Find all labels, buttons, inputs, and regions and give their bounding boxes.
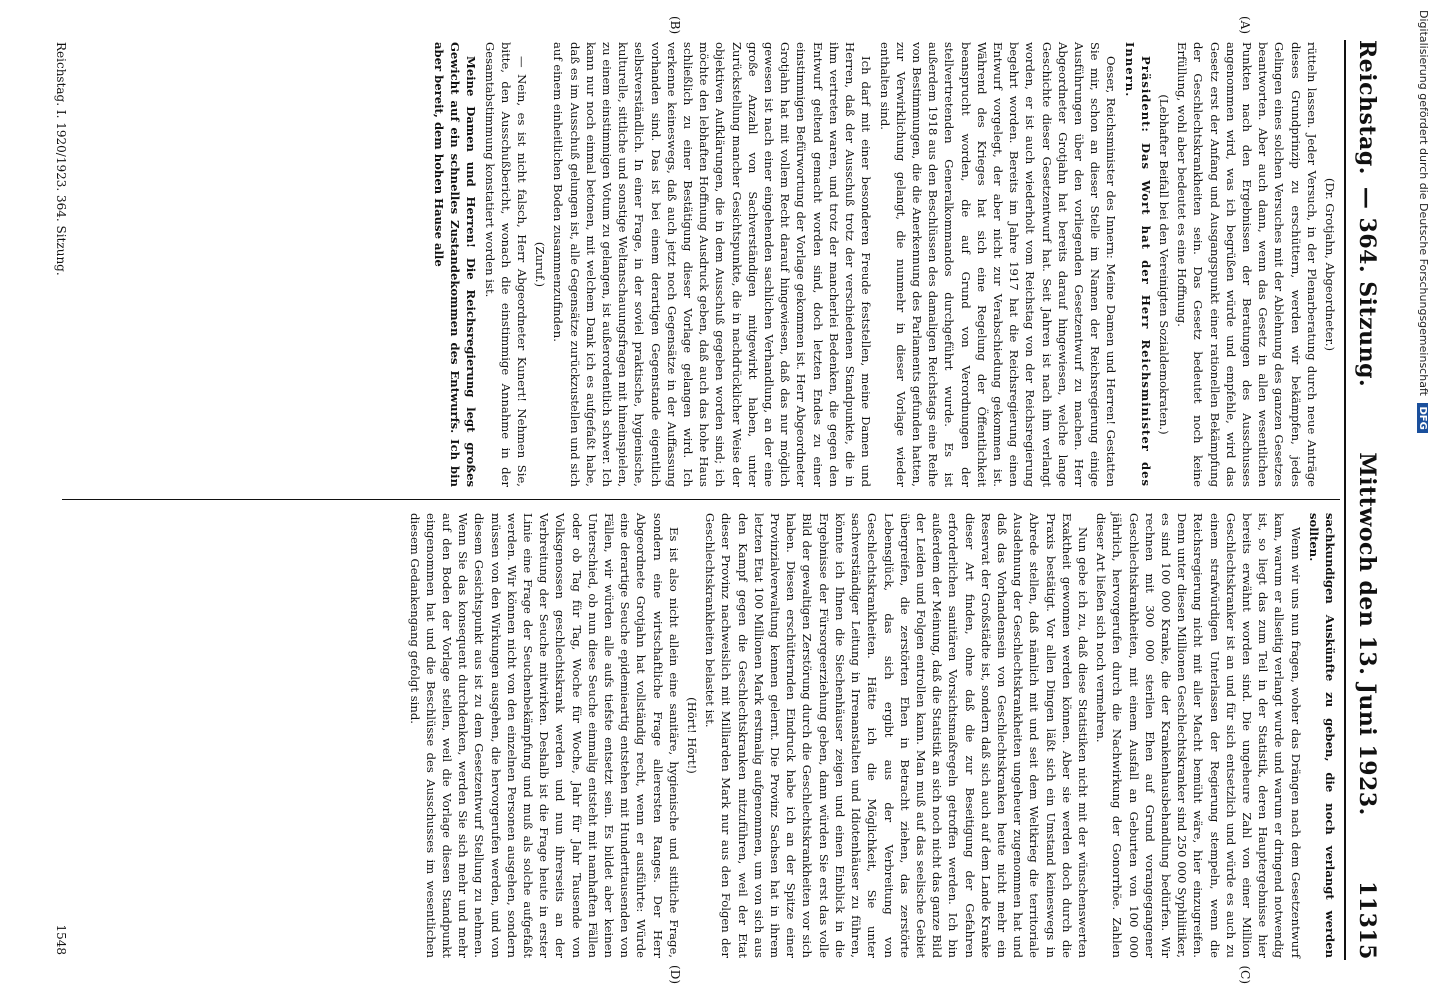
header-date: Mittwoch den 13. Juni 1923. <box>1354 452 1380 816</box>
digitization-credit <box>1410 10 1432 710</box>
header-rule <box>1344 40 1346 960</box>
interjection-note: (Hört! Hört!) <box>685 697 700 774</box>
margin-mark-c: (C) <box>1238 965 1252 984</box>
interjection-note: (Zuruf.) <box>533 241 548 288</box>
margin-mark-a: (A) <box>1238 16 1252 35</box>
page-header <box>1350 40 1384 960</box>
paragraph: rütteln lassen. Jeder Versuch, in der Plenarberatung durch neue Anträge dieses Grundprinzip zu erschüttern, werden wir bekämpfen, jedes Gelingen eines solchen Versuches mit der Ablehnung des ganzen Gesetzes beantworten. Aber auch dann, wenn das Gesetz in allen wesentlichen Punkten nach den Ergebnissen der Beratungen des Ausschusses angenommen wird, was ich begrüßen würde und empfehle, wird das Gesetz erst der Anfang und Ausgangspunkt einer rationellen Bekämpfung der Geschlechtskrankheiten sein. Das Gesetz bedeutet noch keine Erfüllung, wohl aber bedeutet es eine Hoffnung. <box>1175 42 1319 487</box>
paragraph: Wenn wir uns nun fragen, woher das Drängen nach dem Gesetzentwurf kam, warum er allseitig verlangt wurde und warum er dringend notwendig ist, so liegt das zum Teil in der Statistik, deren Hauptergebnisse hier bereits erwähnt worden sind. Die ungeheure Zahl von einer Million Geschlechtskranker ist an und für sich entsetzlich und würde es auch zu einem strafwürdigen Unterlassen der Regierung stempeln, wenn die Reichsregierung nicht mit aller Macht bemüht wäre, hier einzugreifen. Denn unter diesen Millionen Geschlechtskranker sind 250 000 Syphilitiker, es sind 100 000 Kranke, die der Krankenhausbehandlung bedürfen. Wir rechnen mit 300 000 sterilen Ehen auf Grund vorangegangener Geschlechtskrankheiten, mit einem Ausfall an Geburten von 100 000 jährlich, hervorgerufen durch die Nachwirkung der Gonorrhöe. Zahlen dieser Art ließen sich noch vermehren. <box>1094 513 1303 958</box>
newspaper-page <box>32 10 1402 990</box>
paragraph: sachkundigen Auskünfte zu geben, die noch verlangt werden sollten. <box>1306 513 1337 958</box>
header-session: — 364. Sitzung. <box>1354 186 1380 388</box>
footer-number: 1548 <box>54 924 68 955</box>
paragraph: — Nein, es ist nicht falsch, Herr Abgeordneter Kunert! Nehmen Sie, bitte, den Ausschußbericht, wonach die einstimmige Annahme in der Gesamtabstimmung konstatiert worden ist. <box>482 42 530 487</box>
paragraph: Es ist also nicht allein eine sanitäre, hygienische und sittliche Frage, sondern eine wirtschaftliche Frage allerersten Ranges. Der Herr Abgeordnete Grotjahn hat vollständig recht, wenn er ausführte: Würde eine derartige Seuche epidemieartig entstehen mit Hunderttausenden von Fällen, wir würden alle aufs tiefste entsetzt sein. Es bildet aber keinen Unterschied, ob nun diese Seuche einmalig entsteht mit namhaften Fällen oder ob Tag für Tag, Woche für Woche, Jahr für Jahr Tausende von Volksgenossen geschlechtskrank werden und nun ihrerseits an der Verbreitung der Seuche mitwirken. Deshalb ist die Frage heute in erster Linie eine Frage der Seuchenbekämpfung und muß als solche aufgefaßt werden. Wir können nicht von den einzelnen Personen ausgehen, sondern müssen von den Wirkungen ausgehen, die hervorgerufen werden, und von diesem Gesichtspunkt aus ist zu dem Gesetzentwurf Stellung zu nehmen. Wenn Sie das konsequent durchdenken, werden Sie sich mehr und mehr auf den Boden der Vorlage stellen, weil die Vorlage diesen Standpunkt eingenommen hat und die Beschlüsse des Ausschusses im wesentlichen diesem Gedankengang gefolgt sind. <box>407 513 681 958</box>
paragraph: Meine Damen und Herren! Die Reichsregierung legt großes Gewicht auf ein schnelles Zustandekommen des Entwurfs. Ich bin aber bereit, dem hohen Hause alle <box>432 42 479 487</box>
left-column <box>429 42 1338 487</box>
header-page-number: 11315 <box>1354 880 1380 960</box>
paragraph: Nun gebe ich zu, daß diese Statistiken nicht mit der wünschenswerten Exaktheit gewonnen werden können. Aber sie werden doch durch die Praxis bestätigt. Vor allen Dingen läßt sich ein Umstand keineswegs in Abrede stellen, daß nämlich mit und seit dem Weltkrieg die territoriale Ausdehnung der Geschlechtskrankheiten ungeheuer zugenommen hat und daß das Vorhandensein von Geschlechtskranken heute nicht mehr ein Reservat der Großstädte ist, sondern daß sich auch auf dem Lande Kranke dieser Art finden, ohne daß die zur Beseitigung der Gefahren erforderlichen sanitären Vorsichtsmaßregeln getroffen werden. Ich bin außerdem der Meinung, daß die Statistik an sich noch nicht das ganze Bild der Leiden und Folgen entrollen kann. Man muß auf das seelische Gebiet übergreifen, die zerstörten Ehen in Betracht ziehen, das zerstörte Lebensglück, das sich ergibt aus der Verbreitung von Geschlechtskrankheiten. Hätte ich die Möglichkeit, Sie unter sachverständiger Leitung in Irrenanstalten und Idiotenhäuser zu führen, könnte ich Ihnen die Siechenhäuser zeigen und einen Einblick in die Ergebnisse der Fürsorgeerziehung geben, dann würden Sie erst das volle Bild der gewaltigen Zerstörung durch die Geschlechtskrankheiten vor sich haben. Diesen erschütternden Eindruck habe ich an der Spitze einer Provinzialverwaltung kennen gelernt. Die Provinz Sachsen hat in ihrem letzten Etat 100 Millionen Mark erstmalig aufgenommen, um von sich aus den Kampf gegen die Geschlechtskranken mitzuführen, weil der Etat dieser Provinz nachweislich mit Milliarden Mark nur aus den Folgen der Geschlechtskrankheiten belastet ist. <box>703 513 1090 958</box>
right-column <box>404 513 1338 958</box>
dfg-logo: DFG <box>1417 403 1428 432</box>
margin-mark-d: (D) <box>668 965 682 984</box>
paragraph: Ich darf mit einer besonderen Freude feststellen, meine Damen und Herren, daß der Ausschuß trotz der verschiedenen Standpunkte, die in ihm vertreten waren, und trotz der mancherlei Bedenken, die gegen den Entwurf geltend gemacht worden sind, doch letzten Endes zu einer einstimmigen Befürwortung der Vorlage gekommen ist. Herr Abgeordneter Grotjahn hat mit vollem Recht darauf hingewiesen, daß das nur möglich gewesen ist nach einer eingehenden sachlichen Verhandlung, an der eine große Anzahl von Sachverständigen mitgewirkt haben, unter Zurückstellung mancher Gesichtspunkte, die in nachdrücklicher Weise der objektiven Aufklärungen, die in dem Ausschuß gegeben worden sind; ich möchte den lebhaften Hoffnung Ausdruck geben, daß auch das hohe Haus schließlich zu einer Bestätigung dieser Vorlage gelangen wird. Ich verkenne keineswegs, daß auch jetzt noch Gegensätze in der Auffassung vorhanden sind. Das ist bei einem derartigen Gegenstande eigentlich selbstverständlich. In einer Frage, in der soviel praktische, hygienische, kulturelle, sittliche und sonstige Weltanschauungsfragen mit hineinspielen, zu einem einstimmigen Votum zu gelangen, ist außerordentlich schwer. Ich kann nur noch einmal betonen, mit welchem Dank ich es aufgefaßt habe, daß es im Ausschuß gelungen ist, alle Gegensätze zurückzustellen und sich auf einem einheitlichen Boden zusammenzufinden. <box>551 42 874 487</box>
column-divider <box>62 499 1340 500</box>
header-title: Reichstag. <box>1354 40 1380 175</box>
margin-mark-b: (B) <box>668 16 682 35</box>
paragraph: Oeser, Reichsminister des Innern: Meine Damen und Herren! Gestatten Sie mir, schon an dieser Stelle im Namen der Reichsregierung einige Ausführungen über den vorliegenden Gesetzentwurf zu machen. Herr Abgeordneter Grotjahn hat bereits darauf hingewiesen, welche lange Geschichte dieser Gesetzentwurf hat. Seit Jahren ist nach ihm verlangt worden, er ist auch wiederholt vom Reichstag von der Reichsregierung begehrt worden. Bereits im Jahre 1917 hat die Reichsregierung einen Entwurf vorgelegt, der aber nicht zur Verabschiedung gekommen ist. Während des Krieges hat sich eine Regelung der Öffentlichkeit beansprucht worden, die auf Grund von Verordnungen der stellvertretenden Generalkommandos durchgeführt wurde. Es ist außerdem 1918 aus den Beschlüssen des damaligen Reichstags eine Reihe von Bestimmungen, die die Anerkennung des Parlaments gefunden hatten, zur Verwirklichung gelangt, die nunmehr in dieser Vorlage wieder enthalten sind. <box>877 42 1119 487</box>
credit-text: Digitalisierung gefördert durch die Deutsche Forschungsgemeinschaft <box>1417 10 1430 396</box>
speaker-note: (Dr. Grotjahn, Abgeordneter.) <box>1323 177 1337 352</box>
applause-note: (Lebhafter Beifall bei den Vereinigten Sozialdemokraten.) <box>1156 94 1171 435</box>
page-footer: Reichstag. I. 1920/1923. 364. Sitzung. <box>54 42 68 276</box>
president-remark: Präsident: Das Wort hat der Herr Reichsminister des Innern. <box>1122 42 1153 487</box>
